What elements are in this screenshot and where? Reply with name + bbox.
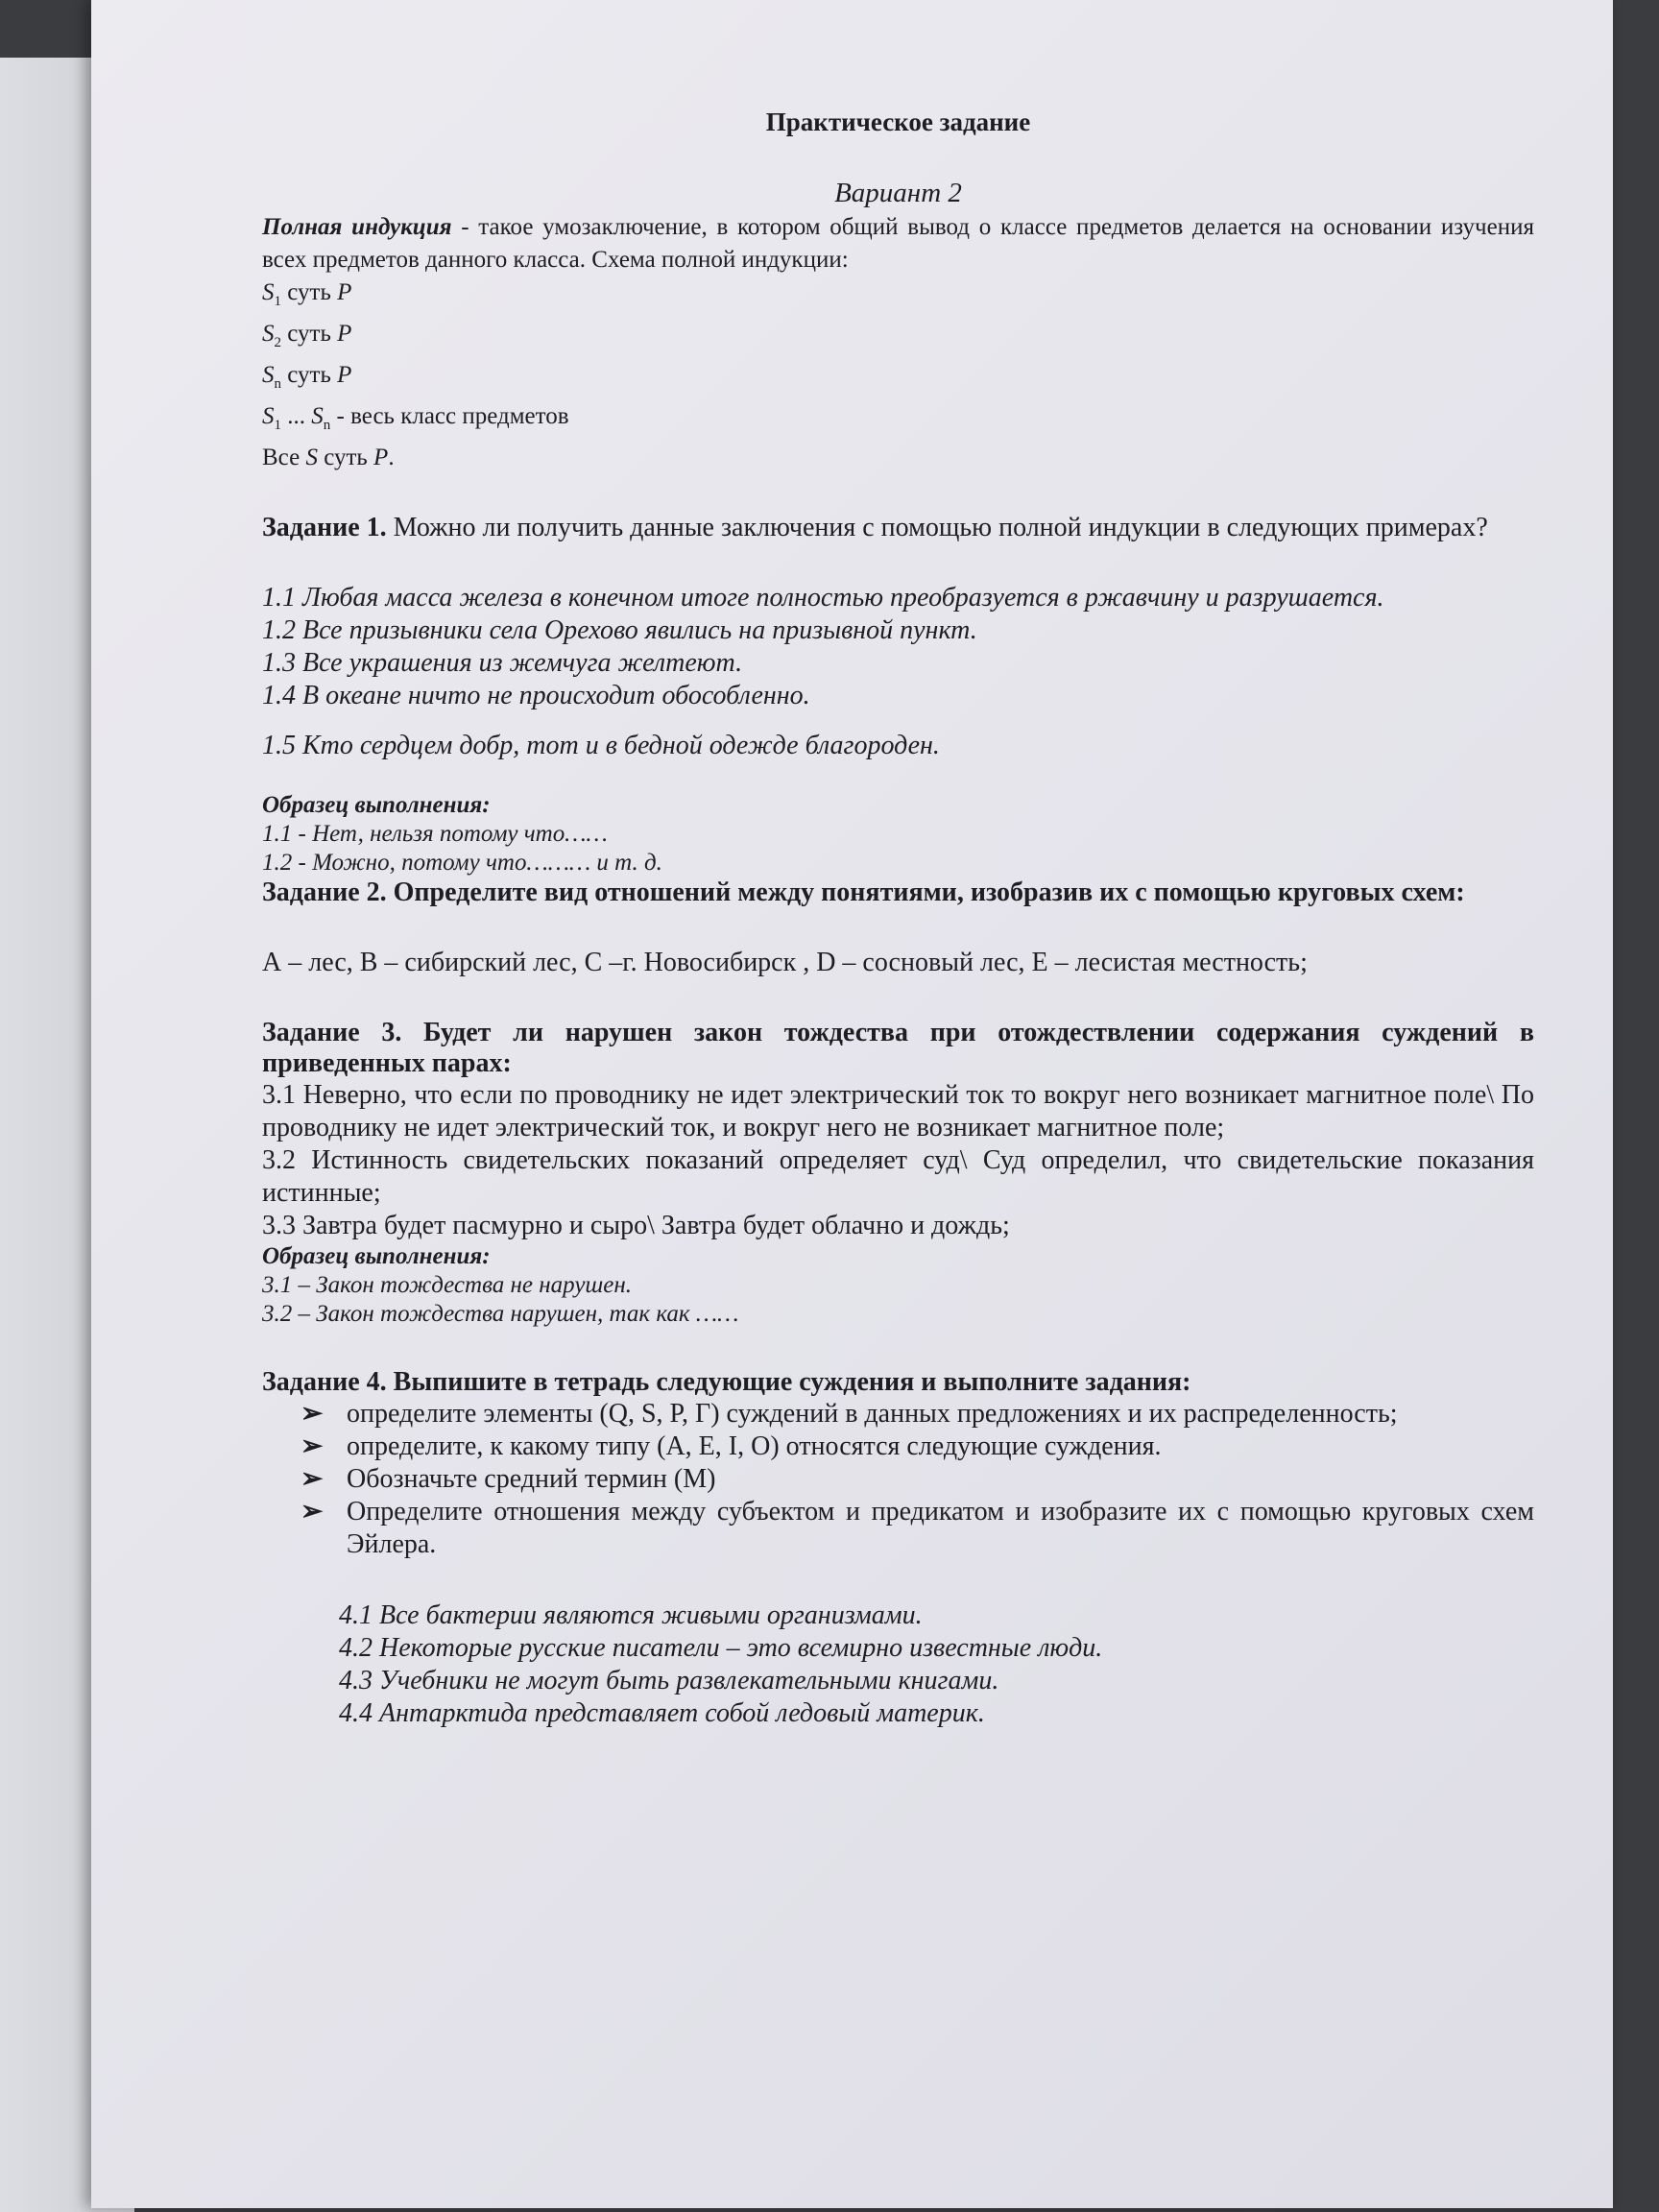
intro-term: Полная индукция [262,214,452,240]
task1-text: Можно ли получить данные заключения с помощью полной индукции в следующих примерах? [386,513,1488,542]
page-title: Практическое задание [765,108,1031,136]
task1-item-5: 1.5 Кто сердцем добр, тот и в бедной одежде благороден. [262,731,940,760]
task1-label: Задание 1. [262,513,387,542]
task4-bullet-3: ➢ Обозначьте средний термин (М) [301,1464,716,1494]
task1-sample-heading: Образец выполнения: [262,792,491,818]
arrow-bullet-icon: ➢ [301,1399,324,1429]
task2-text: А – лес, В – сибирский лес, С –г. Новосибирск , D – сосновый лес, Е – лесистая местность; [262,948,1308,977]
task4-item-1: 4.1 Все бактерии являются живыми организмами. [339,1600,923,1630]
arrow-bullet-icon: ➢ [301,1464,324,1494]
task3-sample-heading: Образец выполнения: [262,1243,491,1269]
task3-heading: Задание 3. Будет ли нарушен закон тождества при отождествлении содержания суждений в приведенных парах: [262,1018,1534,1078]
task2-heading: Задание 2. Определите вид отношений между понятиями, изобразив их с помощью круговых схем: [262,878,1465,907]
task1-item-1: 1.1 Любая масса железа в конечном итоге полностью преобразуется в ржавчину и разрушается. [262,583,1384,613]
arrow-bullet-icon: ➢ [301,1431,324,1461]
task1-item-4: 1.4 В океане ничто не происходит обособленно. [262,681,810,710]
task4-item-2: 4.2 Некоторые русские писатели – это всемирно известные люди. [339,1633,1103,1663]
task4-item-3: 4.3 Учебники не могут быть развлекательными книгами. [339,1666,999,1695]
task1-heading [262,513,1534,543]
worksheet-content [262,106,1534,1730]
intro-paragraph [262,211,1534,276]
task4-bullet-2: ➢ определите, к какому типу (А, Е, I, О) относятся следующие суждения. [301,1431,1162,1461]
task4-item-4: 4.4 Антарктида представляет собой ледовый материк. [339,1698,985,1728]
arrow-bullet-icon: ➢ [301,1497,324,1527]
task4-heading: Задание 4. Выпишите в тетрадь следующие суждения и выполните задания: [262,1367,1191,1397]
variant-label: Вариант 2 [834,178,962,208]
task1-item-2: 1.2 Все призывники села Орехово явились на призывной пункт. [262,615,977,645]
intro-text: - такое умозаключение, в котором общий вывод о классе предметов делается на основании изучения всех предметов данного класса. Схема полной индукции: [262,214,1534,273]
task3-item-3: 3.3 Завтра будет пасмурно и сыро\ Завтра будет облачно и дождь; [262,1211,1010,1240]
scheme-line-4: $S_1$ ... $S_n$ - весь класс предметов [262,403,569,433]
task4-bullet-1: ➢ определите элементы (Q, S, P, Г) суждений в данных предложениях и их распределенность; [301,1399,1398,1429]
scheme-line-5: Все S суть P. [262,445,395,470]
scheme-line-3: $S_n$ суть P [262,362,352,392]
task1-item-3: 1.3 Все украшения из жемчуга желтеют. [262,648,743,678]
task3-item-2: 3.2 Истинность свидетельских показаний определяет суд\ Суд определил, что свидетельские показания истинные; [262,1145,1534,1208]
task4-bullet-4: ➢ Определите отношения между субъектом и предикатом и изобразите их с помощью круговых схем Эйлера. [301,1497,1534,1559]
task3-item-1: 3.1 Неверно, что если по проводнику не идет электрический ток то вокруг него возникает магнитное поле\ По проводнику не идет электрический ток, и вокруг него не возникает магнитное поле; [262,1080,1534,1142]
task4-items [262,1599,1534,1730]
task3-sample-1: 3.1 – Закон тождества не нарушен. [262,1272,633,1298]
worksheet-page [91,0,1613,2208]
scheme-line-1: $S_1$ суть P [262,279,352,309]
scheme-line-2: $S_2$ суть P [262,321,352,350]
task3-sample-2: 3.2 – Закон тождества нарушен, так как …… [262,1301,739,1327]
task1-sample-1: 1.1 - Нет, нельзя потому что…… [262,821,608,847]
task1-sample-2: 1.2 - Можно, потому что……… и т. д. [262,850,662,876]
task4-bullet-list [262,1398,1534,1561]
